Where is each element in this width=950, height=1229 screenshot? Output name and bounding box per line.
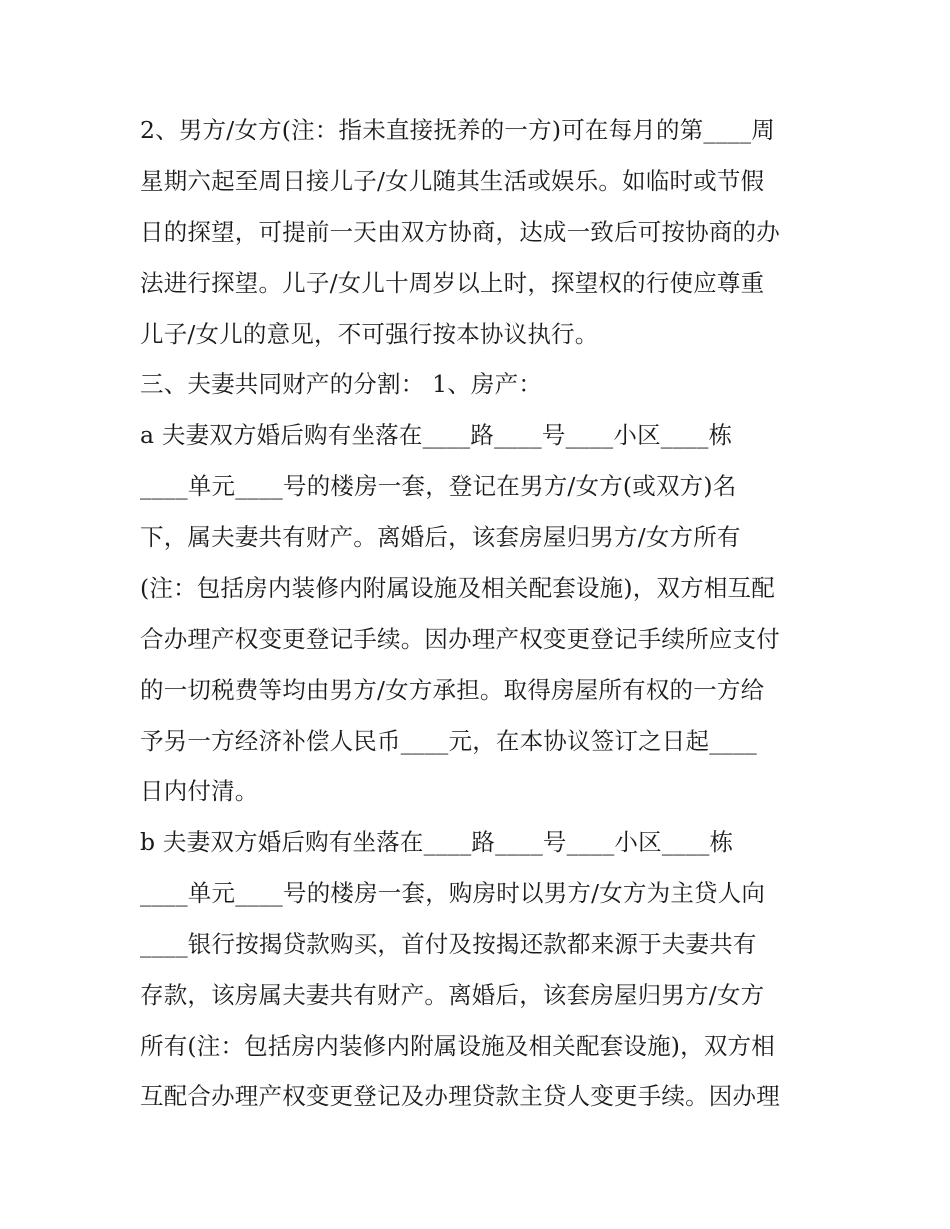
text-line-19: 所有(注：包括房内装修内附属设施及相关配套设施)，双方相	[140, 1032, 775, 1060]
text-line-1: 2、男方/女方(注：指未直接抚养的一方)可在每月的第____周	[140, 116, 775, 144]
text-line-15: b 夫妻双方婚后购有坐落在____路____号____小区____栋	[140, 828, 734, 856]
text-line-14: 日内付清。	[140, 777, 259, 805]
text-line-8: ____单元____号的楼房一套，登记在男方/女方(或双方)名	[140, 472, 737, 500]
text-line-18: 存款，该房属夫妻共有财产。离婚后，该套房屋归男方/女方	[140, 981, 765, 1009]
text-line-5: 儿子/女儿的意见，不可强行按本协议执行。	[140, 320, 599, 348]
text-line-10: (注：包括房内装修内附属设施及相关配套设施)，双方相互配	[140, 574, 775, 602]
text-line-11: 合办理产权变更登记手续。因办理产权变更登记手续所应支付	[140, 625, 780, 653]
text-line-9: 下，属夫妻共有财产。离婚后，该套房屋归男方/女方所有	[140, 523, 741, 551]
text-line-20: 互配合办理产权变更登记及办理贷款主贷人变更手续。因办理	[140, 1082, 780, 1110]
text-line-12: 的一切税费等均由男方/女方承担。取得房屋所有权的一方给	[140, 676, 765, 704]
text-line-13: 予另一方经济补偿人民币____元，在本协议签订之日起____	[140, 727, 757, 755]
text-line-4: 法进行探望。儿子/女儿十周岁以上时，探望权的行使应尊重	[140, 269, 765, 297]
text-line-7: a 夫妻双方婚后购有坐落在____路____号____小区____栋	[140, 421, 733, 449]
text-line-2: 星期六起至周日接儿子/女儿随其生活或娱乐。如临时或节假	[140, 167, 765, 195]
text-line-3: 日的探望，可提前一天由双方协商，达成一致后可按协商的办	[140, 218, 780, 246]
text-line-17: ____银行按揭贷款购买，首付及按揭还款都来源于夫妻共有	[140, 930, 757, 958]
section-heading-property: 三、夫妻共同财产的分割： 1、房产：	[140, 370, 543, 398]
text-line-16: ____单元____号的楼房一套，购房时以男方/女方为主贷人向	[140, 879, 766, 907]
